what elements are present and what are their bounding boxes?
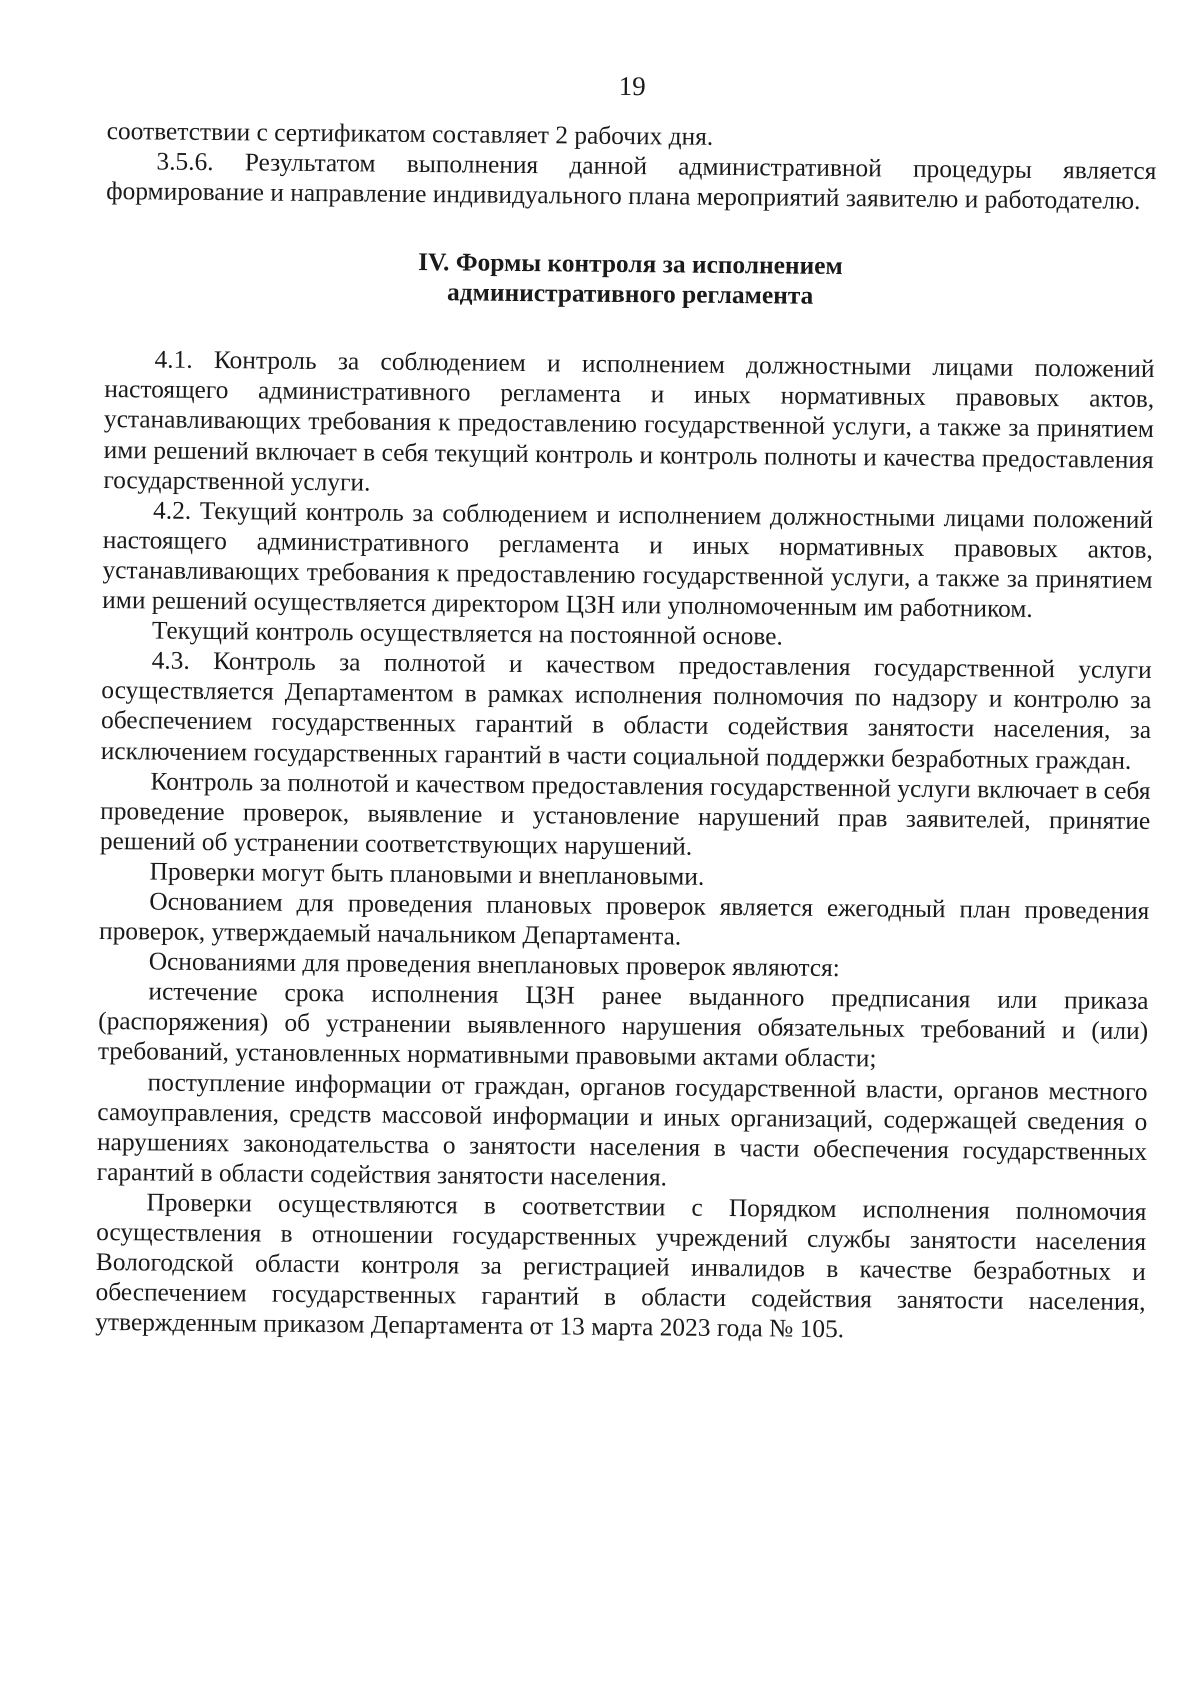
paragraph-4-3: 4.3. Контроль за полнотой и качеством предоставления государственной услуги осуществляется Департаментом в рамках исполнения полномочия по надзору и контролю за обеспечением государственных гарантий в области содействия занятости населения, за исключением государственных гарантий в части социальной поддержки безработных граждан. (100, 646, 1152, 775)
paragraph-unplanned-grounds: Основаниями для проведения внеплановых проверок являются: (148, 947, 840, 983)
document-body (95, 116, 1157, 1347)
paragraph-control-scope: Контроль за полнотой и качеством предоставления государственной услуги включает в себя проведение проверок, выявление и установление нарушений прав заявителей, принятие решений об устранении соответствующих нарушений. (99, 767, 1151, 861)
paragraph-current-control: Текущий контроль осуществляется на постоянной основе. (151, 616, 783, 651)
paragraph-inspection-procedure: Проверки осуществляются в соответствии с Порядком исполнения полномочия осуществления в отношении государственных учреждений службы занятости населения Вологодской области контроля за регистрацией инвалидов в качестве безработных и обеспечением государственных гарантий в области содействия занятости населения, утвержденным приказом Департамента от 13 марта 2023 года № 105. (95, 1188, 1147, 1344)
section-heading (105, 244, 1156, 314)
page-content (95, 0, 1158, 1344)
paragraph-ground-information: поступление информации от граждан, органов государственной власти, органов местного самоуправления, средств массовой информации и иных организаций, содержащей сведения о нарушениях законодательства о занятости населения в части обеспечения государственных гарантий в области содействия занятости населения. (96, 1067, 1148, 1192)
paragraph-4-2: 4.2. Текущий контроль за соблюдением и исполнением должностными лицами положений настоящего административного регламента и иных нормативных правовых актов, устанавливающих требования к предоставлению государственной услуги, а также за принятием ими решений осуществляется директором ЦЗН или уполномоченным им работником. (102, 496, 1154, 623)
paragraph-inspection-types: Проверки могут быть плановыми и внеплановыми. (149, 857, 705, 891)
paragraph-planned-inspections: Основанием для проведения плановых проверок является ежегодный план проведения проверок, утверждаемый начальником Департамента. (98, 887, 1150, 951)
paragraph-continuation: соответствии с сертификатом составляет 2 рабочих дня. (106, 116, 714, 151)
section-heading-line-1: IV. Формы контроля за исполнением (418, 248, 843, 281)
paragraph-ground-expiry: истечение срока исполнения ЦЗН ранее выданного предписания или приказа (распоряжения) об устранении выявленного нарушения обязательных требований и (или) требований, установленных нормативными правовыми актами области; (97, 977, 1149, 1073)
paragraph-3-5-6: 3.5.6. Результатом выполнения данной административной процедуры является формирование и направление индивидуального плана мероприятий заявителю и работодателю. (106, 147, 1157, 216)
section-heading-line-2: административного регламента (446, 278, 814, 311)
paragraph-4-1: 4.1. Контроль за соблюдением и исполнением должностными лицами положений настоящего административного регламента и иных нормативных правовых актов, устанавливающих требования к предоставлению государственной услуги, а также за принятием ими решений включает в себя текущий контроль и контроль полноты и качества предоставления государственной услуги. (103, 345, 1155, 497)
page-number: 19 (618, 70, 646, 102)
